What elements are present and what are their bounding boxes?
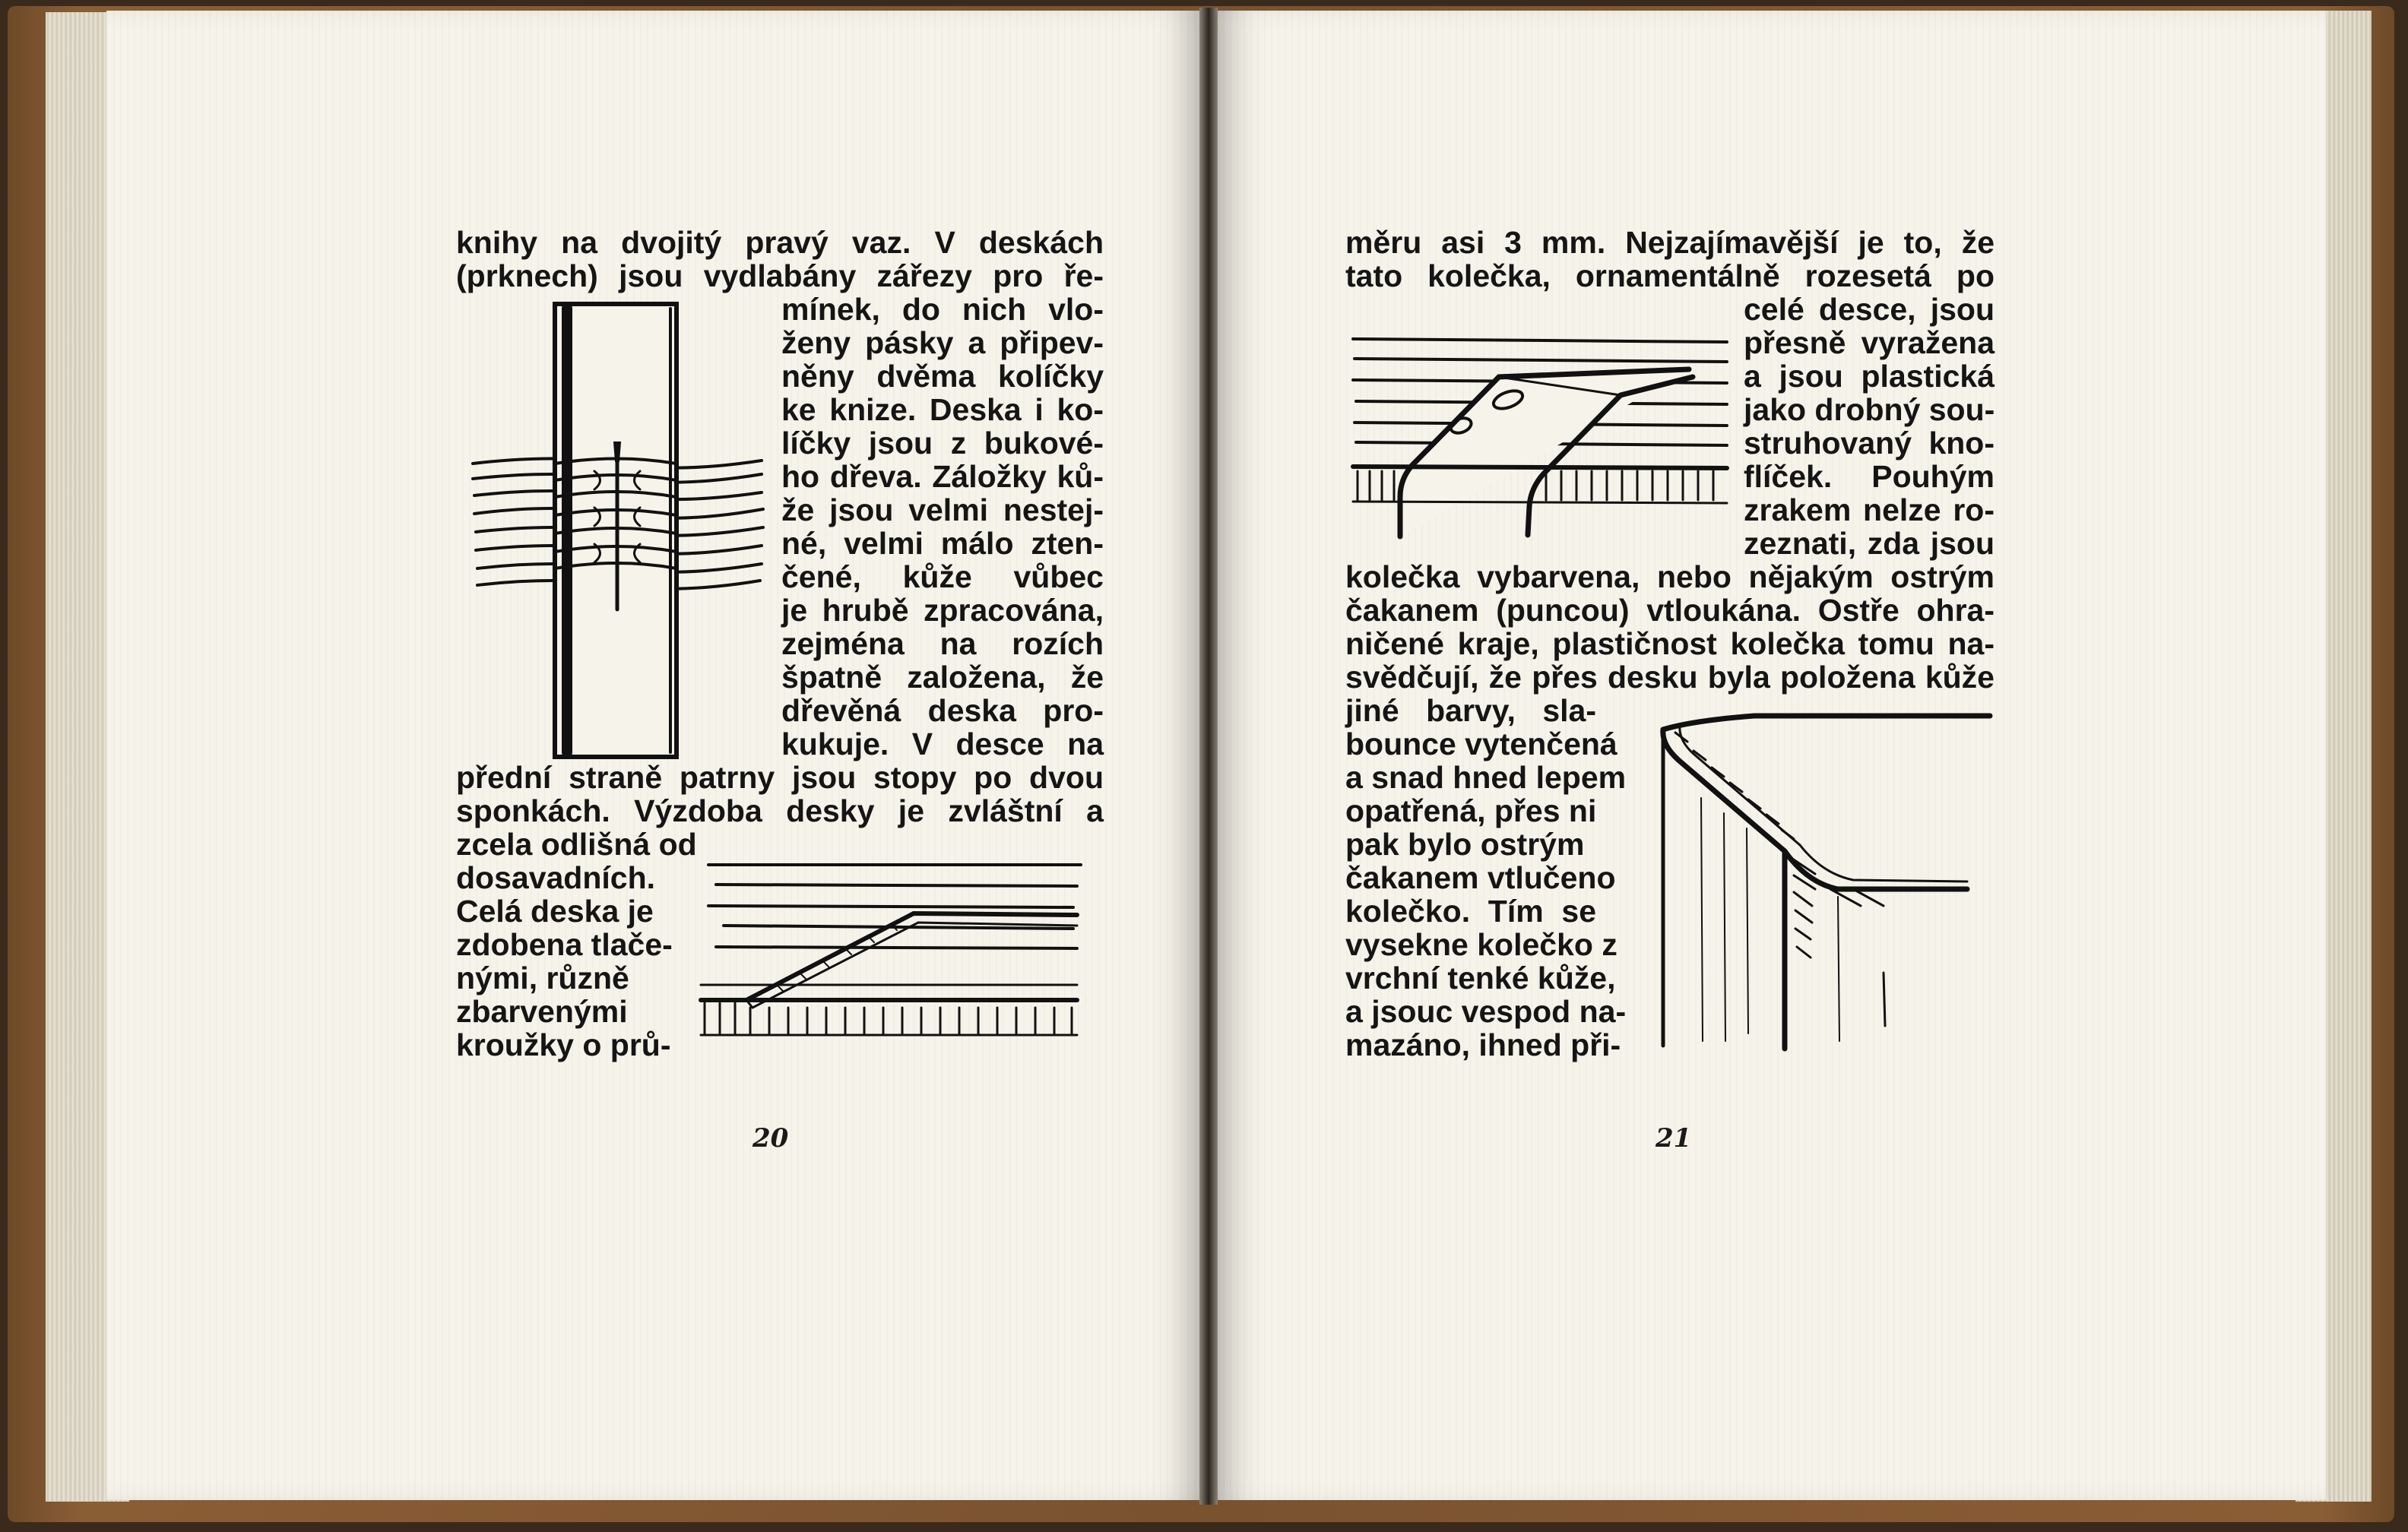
text-line: flíček. Pouhým xyxy=(1744,459,1995,494)
page-number-left: 20 xyxy=(752,1123,789,1154)
text-line: knihy na dvojitý pravý vaz. V deskách xyxy=(456,225,1104,260)
text-line: ho dřeva. Záložky ků- xyxy=(781,459,1104,494)
text-line: tato kolečka, ornamentálně rozesetá po xyxy=(1345,258,1995,293)
text-line: (prknech) jsou vydlabány zářezy pro ře- xyxy=(456,258,1104,293)
text-line: a jsouc vespod na- xyxy=(1345,994,1627,1029)
text-line: zrakem nelze ro- xyxy=(1744,492,1995,527)
text-line: zcela odlišná od xyxy=(456,827,697,862)
text-line: mazáno, ihned při- xyxy=(1345,1027,1621,1062)
text-line: ženy pásky a připev- xyxy=(781,325,1104,360)
text-line: pak bylo ostrým xyxy=(1345,827,1585,862)
text-line: sponkách. Výzdoba desky je zvláštní a xyxy=(456,793,1104,828)
text-line: ke knize. Deska i ko- xyxy=(781,392,1104,427)
page-number-right: 21 xyxy=(1656,1123,1692,1154)
text-line: něny dvěma kolíčky xyxy=(781,359,1104,394)
text-line: vrchní tenké kůže, xyxy=(1345,961,1616,995)
text-line: nými, různě xyxy=(456,961,629,995)
text-line: vysekne kolečko z xyxy=(1345,927,1617,962)
text-line: zbarvenými xyxy=(456,994,628,1029)
text-line: kolečka vybarvena, nebo nějakým ostrým xyxy=(1345,559,1995,594)
text-line: přední straně patrny jsou stopy po dvou xyxy=(456,760,1104,795)
text-line: né, velmi málo zten- xyxy=(781,526,1104,561)
text-line: čakanem (puncou) vtloukána. Ostře ohra- xyxy=(1345,593,1995,628)
text-line: měru asi 3 mm. Nejzajímavější je to, že xyxy=(1345,225,1995,260)
text-line: špatně založena, že xyxy=(781,660,1104,695)
text-line: opatřená, přes ni xyxy=(1345,793,1597,828)
text-line: kolečko. Tím se xyxy=(1345,894,1596,929)
text-line: celé desce, jsou xyxy=(1744,292,1995,327)
illustration-board-edge xyxy=(693,851,1088,1041)
text-line: dosavadních. xyxy=(456,860,656,895)
text-line: mínek, do nich vlo- xyxy=(781,292,1104,327)
text-line: že jsou velmi nestej- xyxy=(781,492,1104,527)
text-line: zeznati, zda jsou xyxy=(1744,526,1995,561)
text-line: ničené kraje, plastičnost kolečka tomu na- xyxy=(1345,626,1995,661)
text-line: přesně vyražena xyxy=(1744,325,1995,360)
text-line: a snad hned lepem xyxy=(1345,760,1627,795)
text-line: jako drobný sou- xyxy=(1744,392,1995,427)
illustration-strap-board xyxy=(465,298,769,763)
text-line: dřevěná deska pro- xyxy=(781,693,1104,728)
text-line: kukuje. V desce na xyxy=(781,726,1104,761)
text-line: bounce vytenčená xyxy=(1345,726,1617,761)
text-line: kroužky o prů- xyxy=(456,1027,671,1062)
illustration-leather-corner xyxy=(1347,331,1735,544)
text-line: je hrubě zpracována, xyxy=(781,593,1104,628)
text-line: struhovaný kno- xyxy=(1744,426,1995,461)
text-line: čené, kůže vůbec xyxy=(781,559,1104,594)
text-line: Celá deska je xyxy=(456,894,654,929)
text-line: čakanem vtlučeno xyxy=(1345,860,1616,895)
book-gutter xyxy=(1199,8,1218,1505)
text-line: jiné barvy, sla- xyxy=(1345,693,1596,728)
illustration-corner-section xyxy=(1633,707,1998,1056)
text-line: a jsou plastická xyxy=(1744,359,1995,394)
text-line: zejména na rozích xyxy=(781,626,1104,661)
text-line: svědčují, že přes desku byla položena kůže xyxy=(1345,660,1995,695)
text-line: líčky jsou z bukové- xyxy=(781,426,1104,461)
text-line: zdobena tlače- xyxy=(456,927,673,962)
